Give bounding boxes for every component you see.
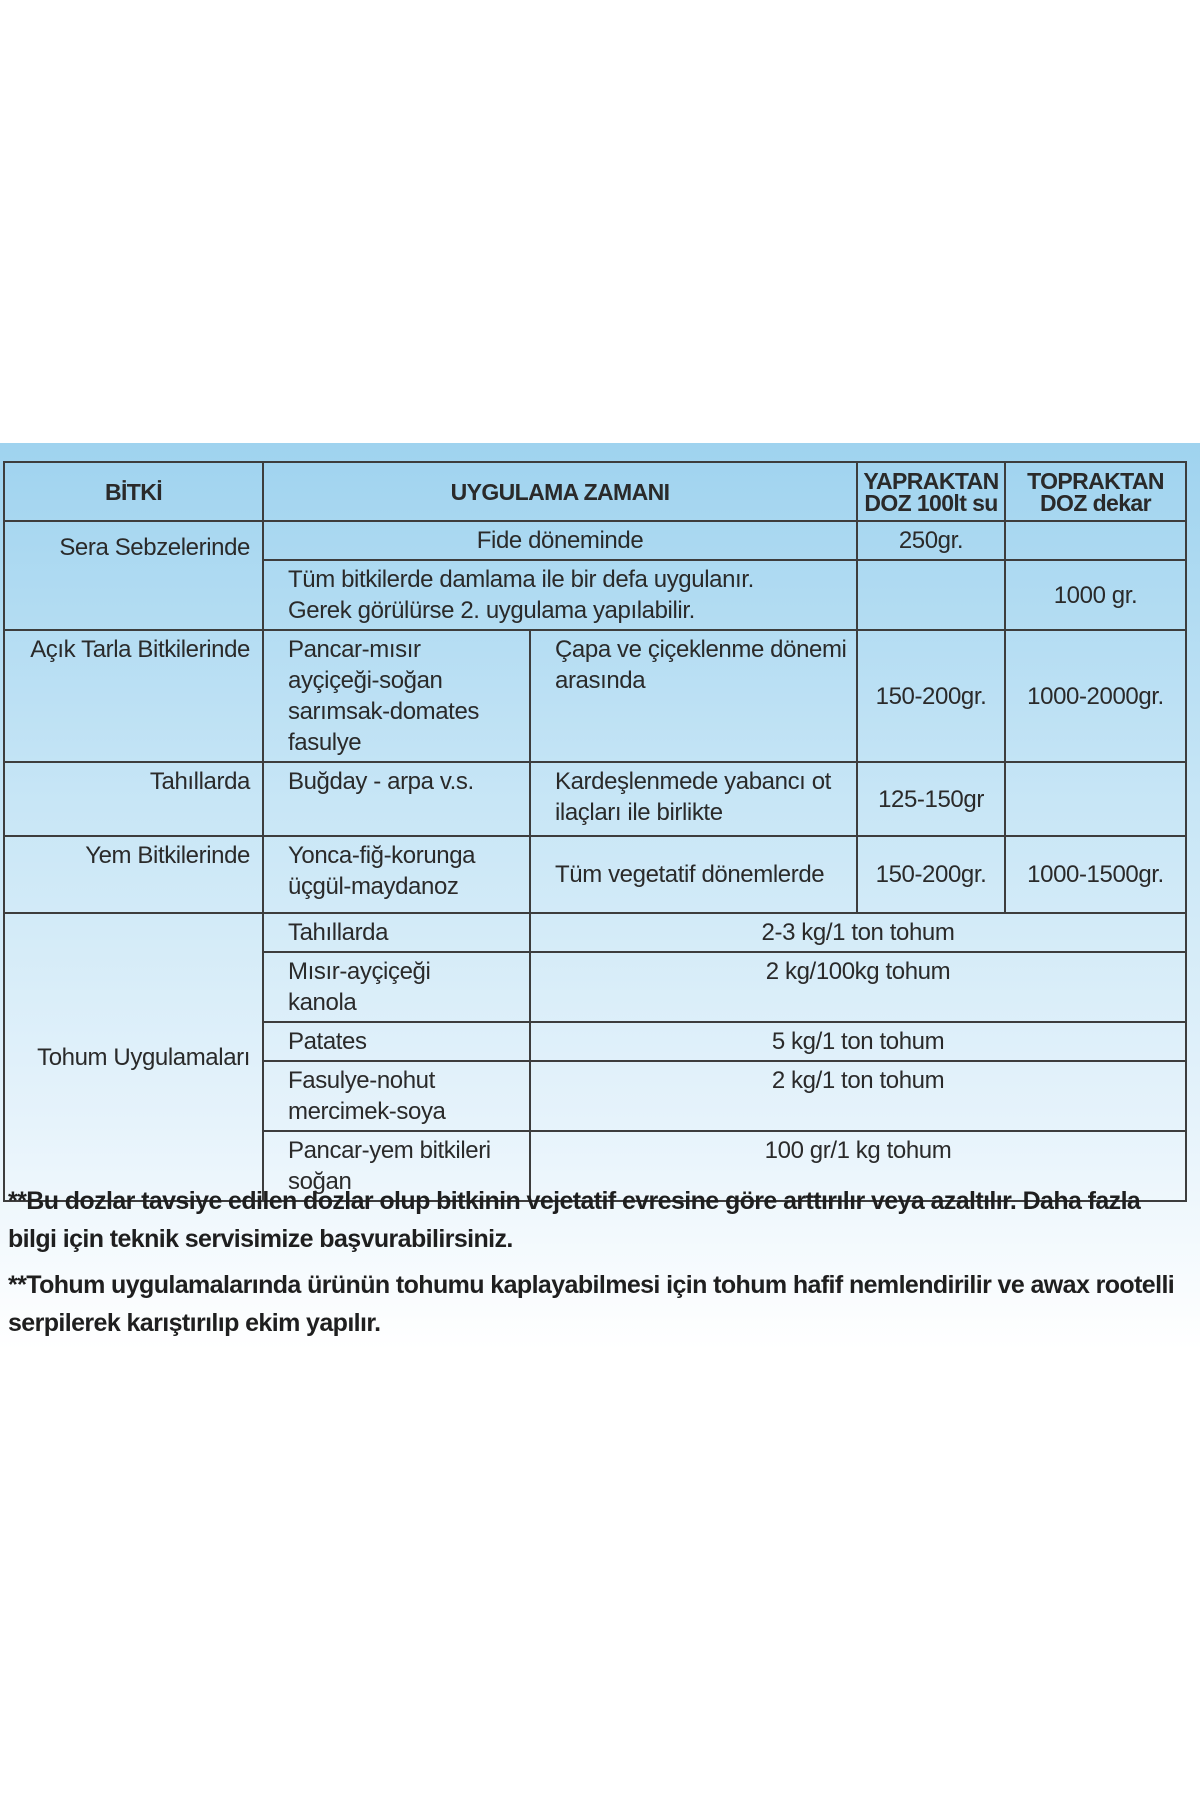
acik-tarla-plants-line1: Pancar-mısır: [288, 636, 421, 663]
tohum-plant-2: [263, 952, 530, 1022]
tohum-dose-3: 5 kg/1 ton tohum: [530, 1022, 1186, 1061]
footnote-dosage: **Bu dozlar tavsiye edilen dozlar olup bitkinin vejetatif evresine göre arttırılır veya azaltılır. Daha fazla bilgi için teknik servisimize başvurabilirsiniz.: [8, 1187, 1141, 1253]
header-foliar-line1: YAPRAKTAN: [863, 467, 999, 494]
header-plant: BİTKİ: [4, 462, 263, 521]
acik-tarla-plants-line3: sarımsak-domates: [288, 698, 479, 725]
sera-drip-foliar: [857, 560, 1005, 630]
crop-yem: Yem Bitkilerinde: [4, 836, 263, 913]
table-header-row: [4, 462, 1186, 521]
tohum-plant-3: Patates: [263, 1022, 530, 1061]
tohum-plant-5-line1: Pancar-yem bitkileri: [288, 1137, 491, 1164]
tohum-plant-4-line2: mercimek-soya: [288, 1098, 446, 1125]
acik-tarla-plants-line4: fasulye: [288, 729, 362, 756]
table-row: [4, 630, 1186, 762]
yem-foliar: 150-200gr.: [857, 836, 1005, 913]
tohum-dose-5: 100 gr/1 kg tohum: [530, 1131, 1186, 1201]
yem-plants: [263, 836, 530, 913]
header-foliar-dose: [857, 462, 1005, 521]
sera-drip-soil: 1000 gr.: [1005, 560, 1186, 630]
tohum-plant-5-line2: soğan: [288, 1168, 352, 1195]
acik-tarla-timing: [530, 630, 857, 762]
header-soil-dose: [1005, 462, 1186, 521]
sera-fide-soil: [1005, 521, 1186, 560]
header-soil-line2: DOZ dekar: [1040, 489, 1151, 516]
yem-plants-line2: üçgül-maydanoz: [288, 873, 459, 900]
acik-tarla-timing-line1: Çapa ve çiçeklenme dönemi: [555, 636, 847, 663]
crop-tohum: Tohum Uygulamaları: [4, 913, 263, 1201]
yem-timing: Tüm vegetatif dönemlerde: [530, 836, 857, 913]
tohum-dose-4: 2 kg/1 ton tohum: [530, 1061, 1186, 1131]
footnote-seed-application: **Tohum uygulamalarında ürünün tohumu kaplayabilmesi için tohum hafif nemlendirilir ve awax rootelli serpilerek karıştırılıp ekim yapılır.: [8, 1271, 1175, 1337]
sera-fide-foliar: 250gr.: [857, 521, 1005, 560]
crop-sera: Sera Sebzelerinde: [4, 521, 263, 630]
crop-tahillar: Tahıllarda: [4, 762, 263, 836]
acik-tarla-timing-line2: arasında: [555, 667, 646, 694]
tohum-plant-4: [263, 1061, 530, 1131]
acik-tarla-foliar: 150-200gr.: [857, 630, 1005, 762]
table-row: [4, 913, 1186, 952]
acik-tarla-plants: [263, 630, 530, 762]
table-row: [4, 836, 1186, 913]
sera-drip-line2: Gerek görülürse 2. uygulama yapılabilir.: [288, 597, 695, 624]
tahillar-plants: Buğday - arpa v.s.: [263, 762, 530, 836]
tohum-plant-2-line1: Mısır-ayçiçeği: [288, 958, 431, 985]
crop-acik-tarla: Açık Tarla Bitkilerinde: [4, 630, 263, 762]
sera-fide-timing: Fide döneminde: [263, 521, 857, 560]
sera-drip-timing: [263, 560, 857, 630]
dosage-table: [3, 461, 1187, 1202]
tohum-plant-2-line2: kanola: [288, 989, 357, 1016]
tahillar-timing: [530, 762, 857, 836]
tohum-dose-1: 2-3 kg/1 ton tohum: [530, 913, 1186, 952]
footnotes: [8, 1182, 1183, 1350]
header-timing: UYGULAMA ZAMANI: [263, 462, 857, 521]
yem-soil: 1000-1500gr.: [1005, 836, 1186, 913]
tahillar-timing-line1: Kardeşlenmede yabancı ot: [555, 768, 831, 795]
header-soil-line1: TOPRAKTAN: [1027, 467, 1164, 494]
acik-tarla-soil: 1000-2000gr.: [1005, 630, 1186, 762]
tohum-plant-1: Tahıllarda: [263, 913, 530, 952]
header-foliar-line2: DOZ 100lt su: [864, 489, 998, 516]
yem-plants-line1: Yonca-fiğ-korunga: [288, 842, 476, 869]
table-row: [4, 762, 1186, 836]
acik-tarla-plants-line2: ayçiçeği-soğan: [288, 667, 443, 694]
tohum-plant-4-line1: Fasulye-nohut: [288, 1067, 435, 1094]
table-row: [4, 521, 1186, 560]
tohum-dose-2: 2 kg/100kg tohum: [530, 952, 1186, 1022]
sera-drip-line1: Tüm bitkilerde damlama ile bir defa uygulanır.: [288, 566, 754, 593]
tahillar-soil: [1005, 762, 1186, 836]
tahillar-timing-line2: ilaçları ile birlikte: [555, 799, 723, 826]
tahillar-foliar: 125-150gr: [857, 762, 1005, 836]
